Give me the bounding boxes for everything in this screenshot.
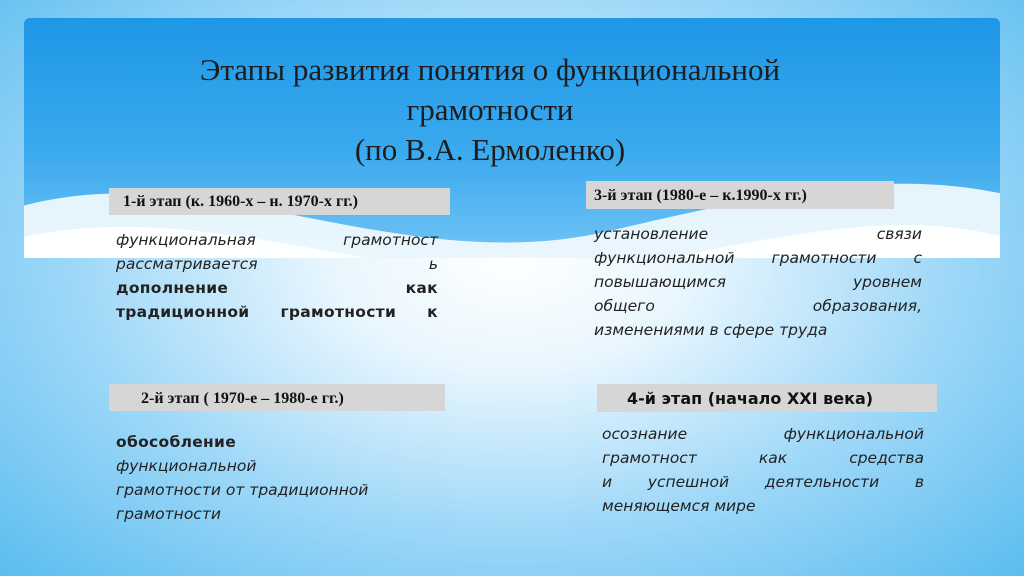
stage-1-line: традиционной грамотности к (116, 303, 438, 321)
stage-3-header: 3-й этап (1980-е – к.1990-х гг.) (586, 181, 894, 209)
stage-2-line: грамотности от традиционной (116, 481, 369, 499)
title-line-1: Этапы развития понятия о функциональной (199, 52, 781, 87)
stage-4-header: 4-й этап (начало XXI века) (597, 384, 937, 412)
stage-3-line: общего образования, (594, 297, 922, 315)
stage-2-header: 2-й этап ( 1970-е – 1980-е гг.) (109, 384, 445, 411)
stage-2-text (116, 430, 436, 526)
stage-2-line: обособление (116, 433, 237, 451)
stage-3-line: функциональной грамотности с (594, 249, 922, 267)
stage-1-header: 1-й этап (к. 1960-х – н. 1970-х гг.) (109, 188, 450, 215)
stage-1-text (116, 228, 438, 324)
stage-3-line: повышающимся уровнем (594, 273, 922, 291)
stage-4-line: меняющемся мире (602, 497, 756, 515)
page-title (130, 50, 850, 170)
title-line-2: грамотности (406, 92, 574, 127)
stage-2-line: грамотности (116, 505, 221, 523)
stage-3-text (594, 222, 922, 342)
stage-2-line: функциональной (116, 457, 257, 475)
title-line-3: (по В.А. Ермоленко) (354, 132, 626, 167)
stage-4-line: грамотност как средства (602, 449, 924, 467)
stage-1-line: функциональная грамотност (116, 231, 438, 249)
stage-4-line: осознание функциональной (602, 425, 924, 443)
stage-1-line: рассматривается ь (116, 255, 438, 273)
stage-3-line: установление связи (594, 225, 922, 243)
stage-1-line: дополнение как (116, 279, 438, 297)
stage-3-line: изменениями в сфере труда (594, 321, 828, 339)
stage-4-text (602, 422, 924, 518)
stage-4-line: и успешной деятельности в (602, 473, 924, 491)
